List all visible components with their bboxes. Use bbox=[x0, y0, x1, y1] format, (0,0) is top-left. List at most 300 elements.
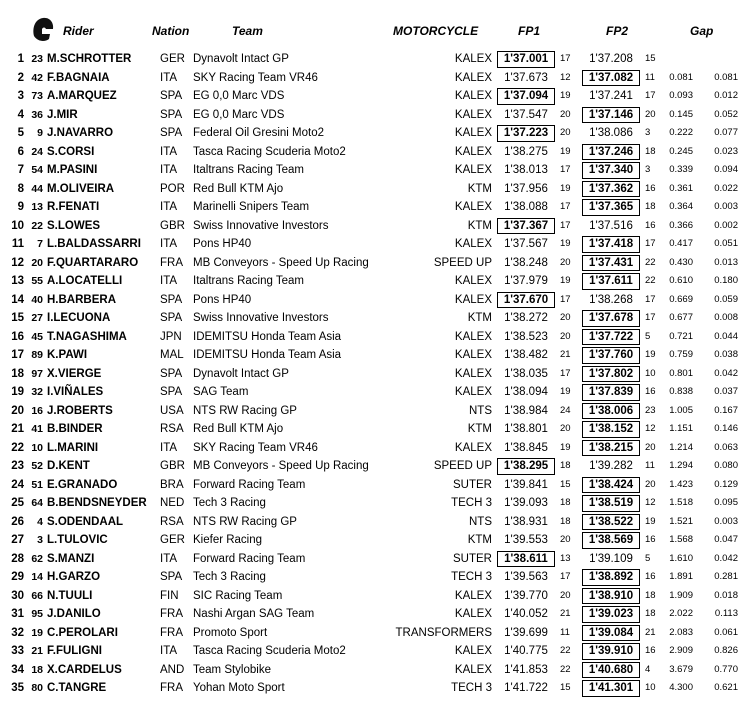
team-name: Swiss Innovative Investors bbox=[193, 219, 329, 232]
rider-name: L.TULOVIC bbox=[47, 534, 108, 546]
table-row bbox=[0, 679, 745, 698]
position: 30 bbox=[11, 589, 24, 602]
fp2-time: 1'37.208 bbox=[589, 53, 633, 65]
fp1-laps: 22 bbox=[560, 645, 571, 656]
gap-previous: 0.044 bbox=[714, 330, 738, 342]
fp1-laps: 21 bbox=[560, 349, 571, 360]
fp2-time: 1'39.084 bbox=[582, 624, 640, 643]
table-row bbox=[0, 217, 745, 236]
motorcycle: TECH 3 bbox=[451, 571, 492, 583]
position: 14 bbox=[11, 293, 24, 306]
fp1-laps: 20 bbox=[560, 330, 571, 342]
rider-name: F.BAGNAIA bbox=[47, 71, 110, 84]
helmet-icon bbox=[30, 14, 56, 44]
fp2-laps: 16 bbox=[645, 182, 656, 194]
header-motorcycle: MOTORCYCLE bbox=[393, 24, 479, 38]
rider-number: 4 bbox=[37, 515, 43, 528]
table-row bbox=[0, 124, 745, 143]
table-row bbox=[0, 198, 745, 217]
fp1-laps: 20 bbox=[560, 108, 571, 120]
fp1-time: 1'39.841 bbox=[504, 478, 548, 491]
nation: BRA bbox=[160, 478, 184, 491]
rider-name: X.VIERGE bbox=[47, 367, 102, 380]
fp1-laps: 19 bbox=[560, 238, 571, 249]
fp1-time: 1'39.770 bbox=[504, 589, 548, 602]
fp2-laps: 22 bbox=[645, 256, 656, 268]
gap-previous: 0.094 bbox=[714, 164, 738, 175]
gap-first: 2.909 bbox=[669, 645, 693, 656]
rider-number: 41 bbox=[31, 423, 43, 435]
fp2-laps: 15 bbox=[645, 53, 656, 64]
team-name: Dynavolt Intact GP bbox=[193, 53, 289, 65]
fp1-laps: 17 bbox=[560, 571, 571, 582]
rider-number: 9 bbox=[37, 127, 43, 139]
fp2-time: 1'38.215 bbox=[582, 439, 640, 458]
motorcycle: KALEX bbox=[454, 238, 492, 250]
gap-previous: 0.042 bbox=[714, 367, 738, 379]
team-name: Tech 3 Racing bbox=[193, 497, 266, 509]
rider-name: S.LOWES bbox=[47, 219, 101, 232]
position: 26 bbox=[11, 515, 24, 528]
fp1-laps: 20 bbox=[560, 534, 571, 545]
motorcycle: SUTER bbox=[453, 478, 492, 491]
team-name: Forward Racing Team bbox=[193, 552, 306, 565]
table-row bbox=[0, 402, 745, 421]
table-row bbox=[0, 568, 745, 587]
fp2-laps: 20 bbox=[645, 108, 656, 120]
position: 22 bbox=[11, 441, 24, 454]
fp1-time: 1'38.295 bbox=[497, 457, 555, 476]
nation: GER bbox=[160, 534, 185, 546]
fp1-time: 1'37.547 bbox=[504, 108, 548, 121]
rider-number: 54 bbox=[31, 164, 43, 176]
nation: ITA bbox=[160, 164, 178, 176]
fp1-laps: 19 bbox=[560, 90, 571, 101]
gap-first: 2.083 bbox=[669, 626, 693, 638]
position: 20 bbox=[11, 404, 24, 417]
fp2-time: 1'37.418 bbox=[582, 235, 640, 254]
fp1-time: 1'37.001 bbox=[497, 50, 555, 69]
gap-first: 0.366 bbox=[669, 219, 693, 231]
rider-name: X.CARDELUS bbox=[47, 663, 122, 676]
table-row bbox=[0, 254, 745, 273]
rider-name: K.PAWI bbox=[47, 349, 88, 361]
position: 2 bbox=[17, 71, 24, 84]
table-row bbox=[0, 69, 745, 88]
nation: SPA bbox=[160, 367, 183, 380]
rider-name: C.TANGRE bbox=[47, 682, 107, 694]
table-row bbox=[0, 328, 745, 347]
fp2-time: 1'37.365 bbox=[582, 198, 640, 217]
fp2-time: 1'37.082 bbox=[582, 69, 640, 88]
gap-previous: 0.018 bbox=[714, 589, 738, 601]
rider-number: 80 bbox=[31, 682, 43, 694]
fp1-time: 1'38.248 bbox=[504, 256, 548, 269]
table-row bbox=[0, 365, 745, 384]
table-row bbox=[0, 235, 745, 254]
fp2-time: 1'38.569 bbox=[582, 531, 640, 550]
motorcycle: KALEX bbox=[454, 71, 492, 84]
fp2-laps: 11 bbox=[645, 460, 655, 471]
rider-number: 21 bbox=[31, 645, 43, 657]
nation: ITA bbox=[160, 552, 178, 565]
fp2-laps: 17 bbox=[645, 293, 656, 305]
nation: POR bbox=[160, 182, 185, 195]
fp1-laps: 22 bbox=[560, 663, 571, 675]
nation: SPA bbox=[160, 571, 183, 583]
gap-previous: 0.167 bbox=[714, 404, 738, 416]
motorcycle: KTM bbox=[467, 534, 492, 546]
position: 4 bbox=[17, 108, 24, 121]
rider-number: 95 bbox=[31, 608, 43, 620]
rider-name: I.VIÑALES bbox=[47, 386, 104, 398]
gap-first: 0.669 bbox=[669, 293, 693, 305]
fp2-laps: 20 bbox=[645, 441, 656, 453]
fp1-laps: 19 bbox=[560, 441, 571, 453]
gap-first: 1.518 bbox=[669, 497, 693, 508]
fp2-time: 1'38.519 bbox=[582, 494, 640, 513]
gap-previous: 0.023 bbox=[714, 145, 738, 157]
motorcycle: SPEED UP bbox=[433, 460, 492, 472]
nation: ITA bbox=[160, 238, 178, 250]
gap-first: 0.677 bbox=[669, 312, 693, 323]
nation: JPN bbox=[160, 330, 182, 343]
position: 24 bbox=[11, 478, 24, 491]
team-name: Kiefer Racing bbox=[193, 534, 263, 546]
team-name: Forward Racing Team bbox=[193, 478, 306, 491]
rider-name: E.GRANADO bbox=[47, 478, 118, 491]
fp2-time: 1'37.611 bbox=[582, 272, 640, 291]
fp2-time: 1'38.910 bbox=[582, 587, 640, 606]
fp1-time: 1'38.275 bbox=[504, 145, 548, 158]
position: 5 bbox=[17, 127, 24, 139]
fp2-laps: 21 bbox=[645, 626, 656, 638]
fp2-laps: 12 bbox=[645, 423, 656, 434]
gap-first: 1.891 bbox=[669, 571, 693, 582]
header-nation: Nation bbox=[152, 24, 190, 38]
fp2-time: 1'37.246 bbox=[582, 143, 640, 162]
motorcycle: KTM bbox=[467, 219, 492, 232]
position: 8 bbox=[17, 182, 24, 195]
fp2-time: 1'39.910 bbox=[582, 642, 640, 661]
table-row bbox=[0, 624, 745, 643]
gap-previous: 0.042 bbox=[714, 552, 738, 564]
gap-previous: 0.002 bbox=[714, 219, 738, 231]
motorcycle: TECH 3 bbox=[451, 682, 492, 694]
gap-first: 0.222 bbox=[669, 127, 693, 138]
fp2-time: 1'38.522 bbox=[582, 513, 640, 532]
fp1-time: 1'39.093 bbox=[504, 497, 548, 509]
fp2-time: 1'37.760 bbox=[582, 346, 640, 365]
rider-number: 22 bbox=[31, 219, 43, 232]
fp1-laps: 12 bbox=[560, 71, 571, 83]
gap-first: 4.300 bbox=[669, 682, 693, 693]
team-name: Marinelli Snipers Team bbox=[193, 201, 310, 213]
gap-first: 0.339 bbox=[669, 164, 693, 175]
nation: MAL bbox=[160, 349, 184, 361]
rider-name: C.PEROLARI bbox=[47, 626, 118, 639]
rider-number: 7 bbox=[37, 238, 43, 250]
fp2-time: 1'38.268 bbox=[589, 293, 633, 306]
table-row bbox=[0, 309, 745, 328]
rider-name: L.MARINI bbox=[47, 441, 99, 454]
fp1-laps: 17 bbox=[560, 367, 571, 379]
rider-number: 40 bbox=[31, 293, 43, 306]
fp1-laps: 20 bbox=[560, 256, 571, 268]
gap-first: 1.005 bbox=[669, 404, 693, 416]
fp1-time: 1'39.699 bbox=[504, 626, 548, 639]
motorcycle: TRANSFORMERS bbox=[395, 626, 492, 639]
fp2-time: 1'37.241 bbox=[589, 90, 633, 102]
rider-name: M.SCHROTTER bbox=[47, 53, 132, 65]
rider-number: 44 bbox=[31, 182, 43, 195]
motorcycle: NTS bbox=[469, 404, 492, 417]
rider-name: B.BINDER bbox=[47, 423, 103, 435]
rider-name: T.NAGASHIMA bbox=[47, 330, 127, 343]
gap-first: 0.364 bbox=[669, 201, 693, 212]
fp1-time: 1'38.611 bbox=[497, 550, 555, 569]
fp2-time: 1'38.086 bbox=[589, 127, 633, 139]
nation: SPA bbox=[160, 127, 183, 139]
fp1-time: 1'37.979 bbox=[504, 275, 548, 287]
fp2-laps: 4 bbox=[645, 663, 651, 675]
fp2-laps: 19 bbox=[645, 515, 656, 527]
motorcycle: KALEX bbox=[454, 108, 492, 121]
fp1-time: 1'38.984 bbox=[504, 404, 548, 417]
position: 9 bbox=[17, 201, 24, 213]
nation: SPA bbox=[160, 108, 183, 121]
header-fp2: FP2 bbox=[606, 24, 629, 38]
team-name: Promoto Sport bbox=[193, 626, 268, 639]
nation: SPA bbox=[160, 386, 183, 398]
team-name: Team Stylobike bbox=[193, 663, 271, 676]
position: 35 bbox=[11, 682, 24, 694]
nation: ITA bbox=[160, 645, 178, 657]
position: 15 bbox=[11, 312, 24, 324]
team-name: SIC Racing Team bbox=[193, 589, 283, 602]
motorcycle: KALEX bbox=[454, 275, 492, 287]
table-row bbox=[0, 143, 745, 162]
team-name: Tech 3 Racing bbox=[193, 571, 266, 583]
motorcycle: KTM bbox=[467, 312, 492, 324]
rider-number: 24 bbox=[31, 145, 43, 158]
table-row bbox=[0, 439, 745, 458]
rider-name: J.MIR bbox=[47, 108, 78, 121]
nation: SPA bbox=[160, 293, 183, 306]
position: 27 bbox=[11, 534, 24, 546]
table-row bbox=[0, 180, 745, 199]
position: 34 bbox=[11, 663, 24, 676]
rider-number: 23 bbox=[31, 53, 43, 65]
fp2-laps: 23 bbox=[645, 404, 656, 416]
fp1-laps: 15 bbox=[560, 682, 571, 693]
rider-number: 19 bbox=[31, 626, 43, 639]
rider-number: 73 bbox=[31, 90, 43, 102]
gap-previous: 0.146 bbox=[714, 423, 738, 434]
header-gap: Gap bbox=[690, 24, 714, 38]
position: 18 bbox=[11, 367, 24, 380]
table-row bbox=[0, 476, 745, 495]
fp1-time: 1'38.523 bbox=[504, 330, 548, 343]
rider-name: D.KENT bbox=[47, 460, 90, 472]
table-row bbox=[0, 383, 745, 402]
rider-number: 64 bbox=[31, 497, 43, 509]
rider-name: M.OLIVEIRA bbox=[47, 182, 115, 195]
rider-name: H.GARZO bbox=[47, 571, 101, 583]
table-row bbox=[0, 531, 745, 550]
position: 19 bbox=[11, 386, 24, 398]
gap-previous: 0.059 bbox=[714, 293, 738, 305]
table-row bbox=[0, 106, 745, 125]
gap-first: 0.838 bbox=[669, 386, 693, 397]
team-name: Dynavolt Intact GP bbox=[193, 367, 289, 380]
gap-previous: 0.077 bbox=[714, 127, 738, 138]
nation: AND bbox=[160, 663, 185, 676]
fp2-time: 1'38.152 bbox=[582, 420, 640, 439]
team-name: Yohan Moto Sport bbox=[193, 682, 285, 694]
rider-number: 45 bbox=[31, 330, 43, 343]
fp1-time: 1'41.722 bbox=[504, 682, 548, 694]
nation: FRA bbox=[160, 256, 183, 269]
motorcycle: KALEX bbox=[454, 127, 492, 139]
position: 29 bbox=[11, 571, 24, 583]
rider-number: 89 bbox=[31, 349, 43, 361]
gap-previous: 0.081 bbox=[714, 71, 738, 83]
gap-previous: 0.008 bbox=[714, 312, 738, 323]
gap-previous: 0.052 bbox=[714, 108, 738, 120]
gap-previous: 0.037 bbox=[714, 386, 738, 397]
gap-first: 1.521 bbox=[669, 515, 693, 527]
gap-first: 0.759 bbox=[669, 349, 693, 360]
nation: ITA bbox=[160, 275, 178, 287]
fp2-laps: 12 bbox=[645, 497, 656, 508]
gap-first: 2.022 bbox=[669, 608, 693, 619]
fp2-laps: 17 bbox=[645, 90, 656, 101]
table-row bbox=[0, 605, 745, 624]
rider-name: L.BALDASSARRI bbox=[47, 238, 141, 250]
rider-name: F.QUARTARARO bbox=[47, 256, 139, 269]
gap-previous: 0.770 bbox=[714, 663, 738, 675]
nation: GBR bbox=[160, 219, 185, 232]
nation: RSA bbox=[160, 423, 184, 435]
table-row bbox=[0, 291, 745, 310]
gap-first: 0.801 bbox=[669, 367, 693, 379]
header-fp1: FP1 bbox=[518, 24, 541, 38]
fp1-time: 1'38.272 bbox=[504, 312, 548, 324]
motorcycle: SPEED UP bbox=[433, 256, 492, 269]
fp2-laps: 18 bbox=[645, 608, 656, 619]
fp2-time: 1'37.516 bbox=[589, 219, 633, 232]
position: 17 bbox=[11, 349, 24, 361]
rider-name: A.LOCATELLI bbox=[47, 275, 123, 287]
fp1-time: 1'41.853 bbox=[504, 663, 548, 676]
gap-first: 1.909 bbox=[669, 589, 693, 601]
rider-name: S.ODENDAAL bbox=[47, 515, 124, 528]
fp1-time: 1'37.094 bbox=[497, 87, 555, 106]
rider-name: N.TUULI bbox=[47, 589, 93, 602]
position: 3 bbox=[17, 90, 24, 102]
gap-first: 0.093 bbox=[669, 90, 693, 101]
nation: FIN bbox=[160, 589, 179, 602]
team-name: EG 0,0 Marc VDS bbox=[193, 90, 285, 102]
fp2-laps: 16 bbox=[645, 534, 656, 545]
rider-number: 14 bbox=[31, 571, 43, 583]
table-row bbox=[0, 642, 745, 661]
gap-previous: 0.281 bbox=[714, 571, 738, 582]
position: 32 bbox=[11, 626, 24, 639]
fp1-time: 1'38.931 bbox=[504, 515, 548, 528]
position: 11 bbox=[11, 238, 24, 250]
rider-name: J.DANILO bbox=[47, 608, 101, 620]
nation: RSA bbox=[160, 515, 184, 528]
nation: FRA bbox=[160, 682, 183, 694]
team-name: Red Bull KTM Ajo bbox=[193, 182, 284, 195]
motorcycle: KALEX bbox=[454, 349, 492, 361]
team-name: Red Bull KTM Ajo bbox=[193, 423, 284, 435]
team-name: Swiss Innovative Investors bbox=[193, 312, 329, 324]
rider-name: J.ROBERTS bbox=[47, 404, 113, 417]
motorcycle: KALEX bbox=[454, 145, 492, 158]
motorcycle: NTS bbox=[469, 515, 492, 528]
fp2-time: 1'37.839 bbox=[582, 383, 640, 402]
fp2-time: 1'38.424 bbox=[582, 476, 640, 495]
fp2-laps: 18 bbox=[645, 201, 656, 212]
gap-first: 0.145 bbox=[669, 108, 693, 120]
fp1-time: 1'40.775 bbox=[504, 645, 548, 657]
fp1-time: 1'37.567 bbox=[504, 238, 548, 250]
motorcycle: KALEX bbox=[454, 330, 492, 343]
team-name: NTS RW Racing GP bbox=[193, 515, 297, 528]
fp2-laps: 18 bbox=[645, 145, 656, 157]
fp1-laps: 20 bbox=[560, 312, 571, 323]
header-team: Team bbox=[232, 24, 263, 38]
fp2-time: 1'37.802 bbox=[582, 365, 640, 384]
fp2-laps: 22 bbox=[645, 275, 656, 286]
fp2-laps: 18 bbox=[645, 589, 656, 601]
gap-first: 0.417 bbox=[669, 238, 693, 249]
gap-first: 1.214 bbox=[669, 441, 693, 453]
fp1-time: 1'38.845 bbox=[504, 441, 548, 454]
rider-name: H.BARBERA bbox=[47, 293, 116, 306]
gap-previous: 0.022 bbox=[714, 182, 738, 194]
nation: ITA bbox=[160, 145, 178, 158]
table-row bbox=[0, 420, 745, 439]
table-row bbox=[0, 550, 745, 569]
table-row bbox=[0, 494, 745, 513]
fp1-time: 1'38.013 bbox=[504, 164, 548, 176]
rider-number: 18 bbox=[31, 663, 43, 676]
team-name: SAG Team bbox=[193, 386, 249, 398]
motorcycle: KALEX bbox=[454, 663, 492, 676]
team-name: MB Conveyors - Speed Up Racing bbox=[193, 256, 369, 269]
gap-first: 3.679 bbox=[669, 663, 693, 675]
fp2-laps: 16 bbox=[645, 386, 656, 397]
motorcycle: KALEX bbox=[454, 164, 492, 176]
motorcycle: SUTER bbox=[453, 552, 492, 565]
gap-first: 1.610 bbox=[669, 552, 693, 564]
fp2-laps: 17 bbox=[645, 238, 656, 249]
position: 13 bbox=[11, 275, 24, 287]
nation: ITA bbox=[160, 441, 178, 454]
motorcycle: KTM bbox=[467, 182, 492, 195]
fp2-time: 1'38.892 bbox=[582, 568, 640, 587]
gap-previous: 0.003 bbox=[714, 515, 738, 527]
nation: NED bbox=[160, 497, 185, 509]
position: 33 bbox=[11, 645, 24, 657]
fp1-laps: 19 bbox=[560, 182, 571, 194]
nation: USA bbox=[160, 404, 184, 417]
team-name: SKY Racing Team VR46 bbox=[193, 441, 318, 454]
